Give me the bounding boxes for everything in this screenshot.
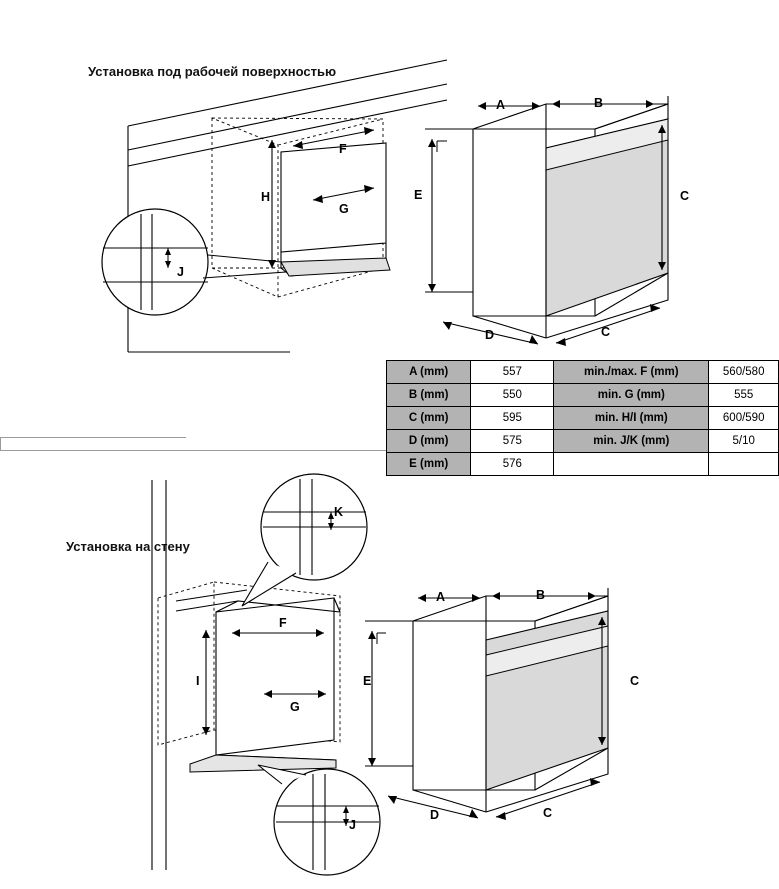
cell-jk-value: 5/10 [709,430,779,453]
bottom-label-F: F [279,616,287,630]
cell-hi-value: 600/590 [709,407,779,430]
top-label-A: A [496,98,506,112]
bottom-label-C-right: C [630,674,640,688]
top-label-C-bottom: C [601,325,611,339]
bottom-label-K: K [334,505,344,519]
top-label-J: J [177,265,184,279]
top-label-E: E [414,188,423,202]
cell-a-header: A (mm) [387,361,471,384]
top-label-C-right: C [680,189,690,203]
top-label-B: B [594,96,604,110]
cell-g-header: min. G (mm) [554,384,709,407]
bottom-label-A: A [436,590,446,604]
cell-e-value: 576 [471,453,554,476]
top-label-D: D [485,328,495,342]
bottom-label-G: G [290,700,300,714]
cell-b-value: 550 [471,384,554,407]
bottom-label-E: E [363,674,372,688]
bottom-section-title: Установка на стену [66,539,190,554]
top-section-title: Установка под рабочей поверхностью [88,64,337,79]
bottom-label-J: J [349,818,356,832]
top-label-F: F [339,142,347,156]
cell-c-header: C (mm) [387,407,471,430]
cell-d-value: 575 [471,430,554,453]
bottom-label-C-bottom: C [543,806,553,820]
top-label-H: H [261,190,271,204]
cell-e-header: E (mm) [387,453,471,476]
bottom-label-B: B [536,588,546,602]
cell-jk-header: min. J/K (mm) [554,430,709,453]
bottom-label-D: D [430,808,440,822]
cell-hi-header: min. H/I (mm) [554,407,709,430]
top-label-G: G [339,202,349,216]
cell-f-header: min./max. F (mm) [554,361,709,384]
cell-c-value: 595 [471,407,554,430]
cell-f-value: 560/580 [709,361,779,384]
cell-d-header: D (mm) [387,430,471,453]
bottom-label-I: I [196,674,200,688]
cell-b-header: B (mm) [387,384,471,407]
cell-a-value: 557 [471,361,554,384]
cell-g-value: 555 [709,384,779,407]
